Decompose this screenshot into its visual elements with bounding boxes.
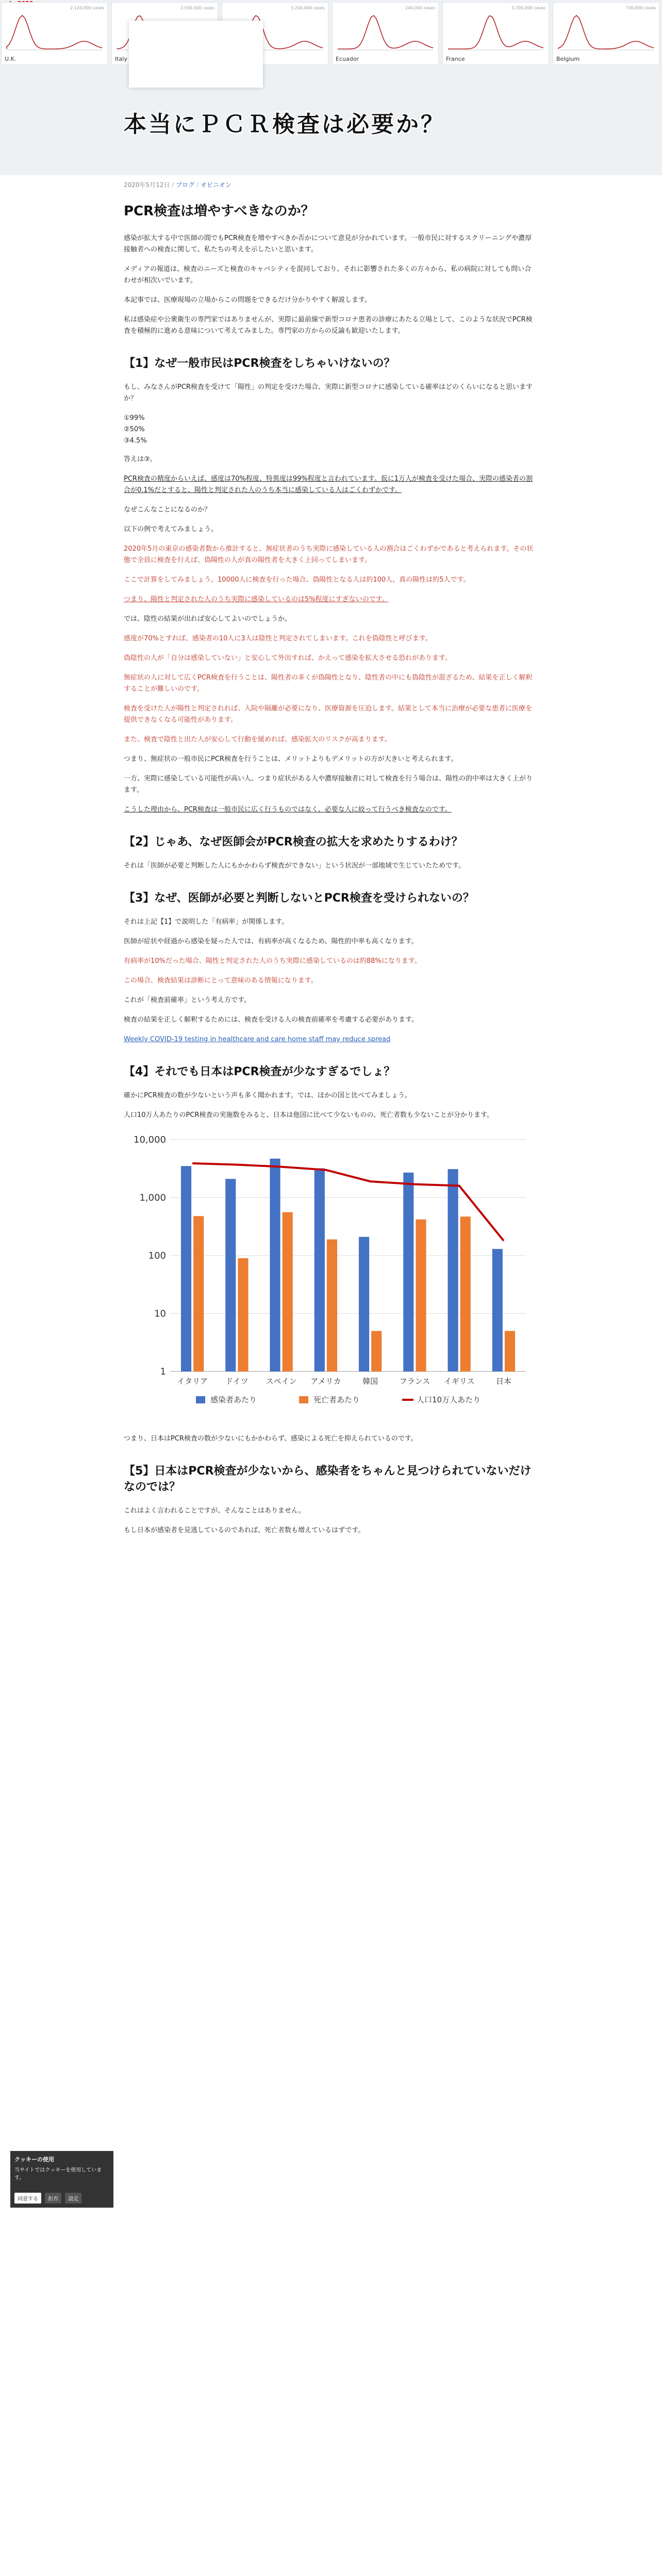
bar-死亡者あたり <box>505 1331 515 1371</box>
paragraph: 本記事では、医療現場の立場からこの問題をできるだけ分かりやすく解説します。 <box>124 296 371 304</box>
x-tick-label: フランス <box>399 1377 431 1386</box>
mini-chart-label: U.K. <box>5 56 16 62</box>
cookie-title: クッキーの使用 <box>14 2156 54 2163</box>
x-tick-label: 日本 <box>495 1377 511 1386</box>
post-author-link[interactable]: オピニオン <box>200 181 231 189</box>
section-heading: 【1】なぜ一般市民はPCR検査をしちゃいけないの？ <box>124 357 395 370</box>
paragraph: 私は感染症や公衆衛生の専門家ではありませんが、実際に最前線で新型コロナ患者の診療にあたる立場として、このような状況でPCR検査を積極的に進める意味について考えてみました。専門家の方からの反論も歓迎いたします。 <box>124 316 533 335</box>
paragraph: 検査の結果を正しく解釈するためには、検査を受ける人の検査前確率を考慮する必要があります。 <box>124 1016 418 1024</box>
y-tick-label: 100 <box>148 1250 166 1261</box>
mini-chart-line <box>333 3 438 64</box>
paragraph: 感染が拡大する中で医師の間でもPCR検査を増やすべきか否かについて意見が分かれています。一般市民に対するスクリーニングや濃厚接触者への検査に関して、私たちの考えを示したいと思います。 <box>124 234 532 253</box>
post-meta: 2020年5月12日 / ブログ / オピニオン <box>124 181 231 189</box>
x-tick-label: 韓国 <box>362 1377 378 1386</box>
y-tick-label: 1,000 <box>139 1192 166 1204</box>
post-category-link[interactable]: ブログ <box>176 181 195 189</box>
post-date: 2020年5月12日 <box>124 181 170 189</box>
mini-chart-label: Ecuador <box>336 56 359 62</box>
highlight-paragraph: 有病率が10%だった場合、陽性と判定された人のうち実際に感染しているのは約88%になります。 <box>124 957 421 965</box>
mini-chart-note: 730,000 cases <box>625 6 656 10</box>
paragraph: 医師が症状や経過から感染を疑った人では、有病率が高くなるため、陽性的中率も高くなります。 <box>124 938 418 945</box>
y-tick-label: 1 <box>160 1366 166 1377</box>
paragraph: 答えは③。 <box>124 455 157 463</box>
mini-chart-note: 3,200,000 cases <box>291 6 325 10</box>
header-banner <box>0 0 662 175</box>
chart-svg <box>124 1129 536 1418</box>
bar-感染者あたり <box>448 1169 458 1371</box>
article-title: PCR検査は増やすべきなのか？ <box>124 204 315 219</box>
bar-死亡者あたり <box>327 1240 337 1371</box>
section-heading: 【5】日本はPCR検査が少ないから、感染者をちゃんと見つけられていないだけなのでは？ <box>124 1465 532 1494</box>
mini-chart-panel <box>442 2 549 65</box>
bar-死亡者あたり <box>460 1216 471 1371</box>
bar-感染者あたり <box>315 1168 325 1371</box>
paragraph: 人口10万人あたりのPCR検査の実施数をみると、日本は他国に比べて少ないものの、死亡者数も少ないことが分かります。 <box>124 1111 493 1119</box>
paragraph: これが「検査前確率」という考え方です。 <box>124 996 251 1004</box>
legend-label: 人口10万人あたり <box>417 1395 481 1404</box>
mini-chart-note: 2,500,000 cases <box>180 6 214 10</box>
x-tick-label: スペイン <box>266 1377 297 1386</box>
section-heading: 【3】なぜ、医師が必要と判断しないとPCR検査を受けられないの？ <box>124 892 474 905</box>
section-heading: 【2】じゃあ、なぜ医師会がPCR検査の拡大を求めたりするわけ？ <box>124 836 463 849</box>
highlight-paragraph: この場合、検査結果は診断にとって意味のある情報になります。 <box>124 977 318 985</box>
cookie-deny-button[interactable]: 拒否 <box>45 2193 61 2204</box>
x-tick-label: イギリス <box>443 1377 475 1386</box>
bar-死亡者あたり <box>238 1258 248 1371</box>
bar-感染者あたり <box>403 1173 413 1371</box>
article <box>124 180 536 1545</box>
paragraph: 以下の例で考えてみましょう。 <box>124 526 218 533</box>
option: ②50% <box>124 426 145 433</box>
mini-chart-note: 2,120,000 cases <box>70 6 104 10</box>
mini-chart-line <box>443 3 549 64</box>
legend-label: 死亡者あたり <box>313 1395 360 1404</box>
legend-label: 感染者あたり <box>210 1395 257 1404</box>
bar-感染者あたり <box>225 1179 236 1371</box>
paragraph: それは「医師が必要と判断した人にもかかわらず検査ができない」という状況が一部地域で生じていたためです。 <box>124 862 465 870</box>
x-tick-label: イタリア <box>177 1377 208 1386</box>
paragraph: PCR検査の精度からいえば、感度は70%程度、特異度は99%程度と言われています。仮に1万人が検査を受けた場合、実際の感染者の割合が0.1%だとすると、陽性と判定された人のうち本当に感染している人はごくわずかです。 <box>124 475 533 494</box>
legend-swatch <box>299 1396 308 1403</box>
bar-死亡者あたり <box>371 1331 382 1371</box>
mini-chart-note: 3,700,000 cases <box>511 6 545 10</box>
mini-chart-panel <box>1 2 108 65</box>
x-tick-label: ドイツ <box>225 1377 249 1386</box>
paragraph: こうした理由から、PCR検査は一般市民に広く行うものではなく、必要な人に絞って行うべき検査なのです。 <box>124 806 452 814</box>
section-heading: 【4】それでも日本はPCR検査が少なすぎるでしょ？ <box>124 1065 395 1078</box>
paragraph: もし日本が感染者を見逃しているのであれば、死亡者数も増えているはずです。 <box>124 1527 365 1534</box>
cookie-body: 当サイトではクッキーを使用しています。 <box>14 2167 102 2181</box>
mini-chart-label: Italy <box>115 56 127 62</box>
bar-感染者あたり <box>270 1159 280 1371</box>
mini-chart-panel <box>332 2 439 65</box>
paragraph: 確かにPCR検査の数が少ないという声も多く聞かれます。では、ほかの国と比べてみましょう。 <box>124 1092 411 1099</box>
paragraph: つまり、無症状の一般市民にPCR検査を行うことは、メリットよりもデメリットの方が大きいと考えられます。 <box>124 755 458 763</box>
highlight-paragraph: 検査を受けた人が陽性と判定されれば、入院や隔離が必要になり、医療資源を圧迫します。結果として本当に治療が必要な患者に医療を提供できなくなる可能性があります。 <box>124 705 532 724</box>
bar-感染者あたり <box>359 1237 369 1371</box>
highlight-paragraph: 感度が70%とすれば、感染者の10人に3人は陰性と判定されてしまいます。これを偽陰性と呼びます。 <box>124 635 432 642</box>
x-tick-label: アメリカ <box>310 1377 341 1386</box>
bar-感染者あたり <box>181 1166 191 1371</box>
paragraph: では、陰性の結果が出れば安心してよいのでしょうか。 <box>124 615 292 623</box>
mini-chart-panel <box>553 2 659 65</box>
option: ①99% <box>124 414 145 422</box>
mini-chart-note: 240,000 cases <box>405 6 435 10</box>
paragraph: つまり、日本はPCR検査の数が少ないにもかかわらず、感染による死亡を抑えられているのです。 <box>124 1435 418 1443</box>
citation-link[interactable]: Weekly COVID-19 testing in healthcare and care home staff may reduce spread <box>124 1036 391 1043</box>
mini-chart-label: Belgium <box>556 56 580 62</box>
option: ③4.5% <box>124 437 147 445</box>
paragraph: もし、みなさんがPCR検査を受けて「陽性」の判定を受けた場合、実際に新型コロナに感染している確率はどのくらいになると思いますか？ <box>124 383 533 402</box>
highlight-paragraph: つまり、陽性と判定された人のうち実際に感染しているのは5%程度にすぎないのです。 <box>124 596 389 603</box>
banner-logo-box <box>129 21 263 88</box>
bar-死亡者あたり <box>416 1219 426 1371</box>
paragraph: それは上記【1】で説明した「有病率」が関係します。 <box>124 918 289 926</box>
paragraph: なぜこんなことになるのか？ <box>124 506 211 514</box>
cookie-accept-button[interactable]: 同意する <box>14 2193 41 2204</box>
bar-感染者あたり <box>492 1249 503 1371</box>
mini-chart-line <box>2 3 107 64</box>
banner-title: 本当にＰＣＲ検査は必要か？ <box>124 111 445 138</box>
bar-死亡者あたり <box>193 1216 204 1371</box>
highlight-paragraph: ここで計算をしてみましょう。10000人に検査を行った場合、偽陽性となる人は約100人、真の陽性は約5人です。 <box>124 576 470 584</box>
highlight-paragraph: 2020年5月の東京の感染者数から推計すると、無症状者のうち実際に感染している人の割合はごくわずかであると考えられます。その状態で全員に検査を行えば、偽陽性の人が真の陽性者を大きく上回ってしまいます。 <box>124 545 534 564</box>
highlight-paragraph: また、検査で陰性と出た人が安心して行動を緩めれば、感染拡大のリスクが高まります。 <box>124 736 391 743</box>
mini-chart-label: France <box>446 56 465 62</box>
highlight-paragraph: 偽陰性の人が「自分は感染していない」と安心して外出すれば、かえって感染を拡大させる恐れがあります。 <box>124 654 452 662</box>
paragraph: 一方、実際に感染している可能性が高い人、つまり症状がある人や濃厚接触者に対して検査を行う場合は、陽性の的中率は大きく上がります。 <box>124 775 533 794</box>
paragraph: メディアの報道は、検査のニーズと検査のキャパシティを混同しており、それに影響された多くの方々から、私の病院に対しても問い合わせが相次いでいます。 <box>124 265 532 284</box>
mini-chart-line <box>553 3 659 64</box>
cookie-settings-button[interactable]: 設定 <box>65 2193 81 2204</box>
bar-死亡者あたり <box>283 1212 293 1371</box>
paragraph: これはよく言われることですが、そんなことはありません。 <box>124 1507 305 1515</box>
y-tick-label: 10,000 <box>134 1134 166 1145</box>
comparison-chart <box>124 1129 536 1418</box>
y-tick-label: 10 <box>154 1308 166 1319</box>
cookie-notice <box>10 2151 113 2208</box>
highlight-paragraph: 無症状の人に対して広くPCR検査を行うことは、陽性者の多くが偽陽性となり、陰性者の中にも偽陰性が混ざるため、結果を正しく解釈することが難しいのです。 <box>124 674 533 693</box>
legend-swatch <box>196 1396 205 1403</box>
